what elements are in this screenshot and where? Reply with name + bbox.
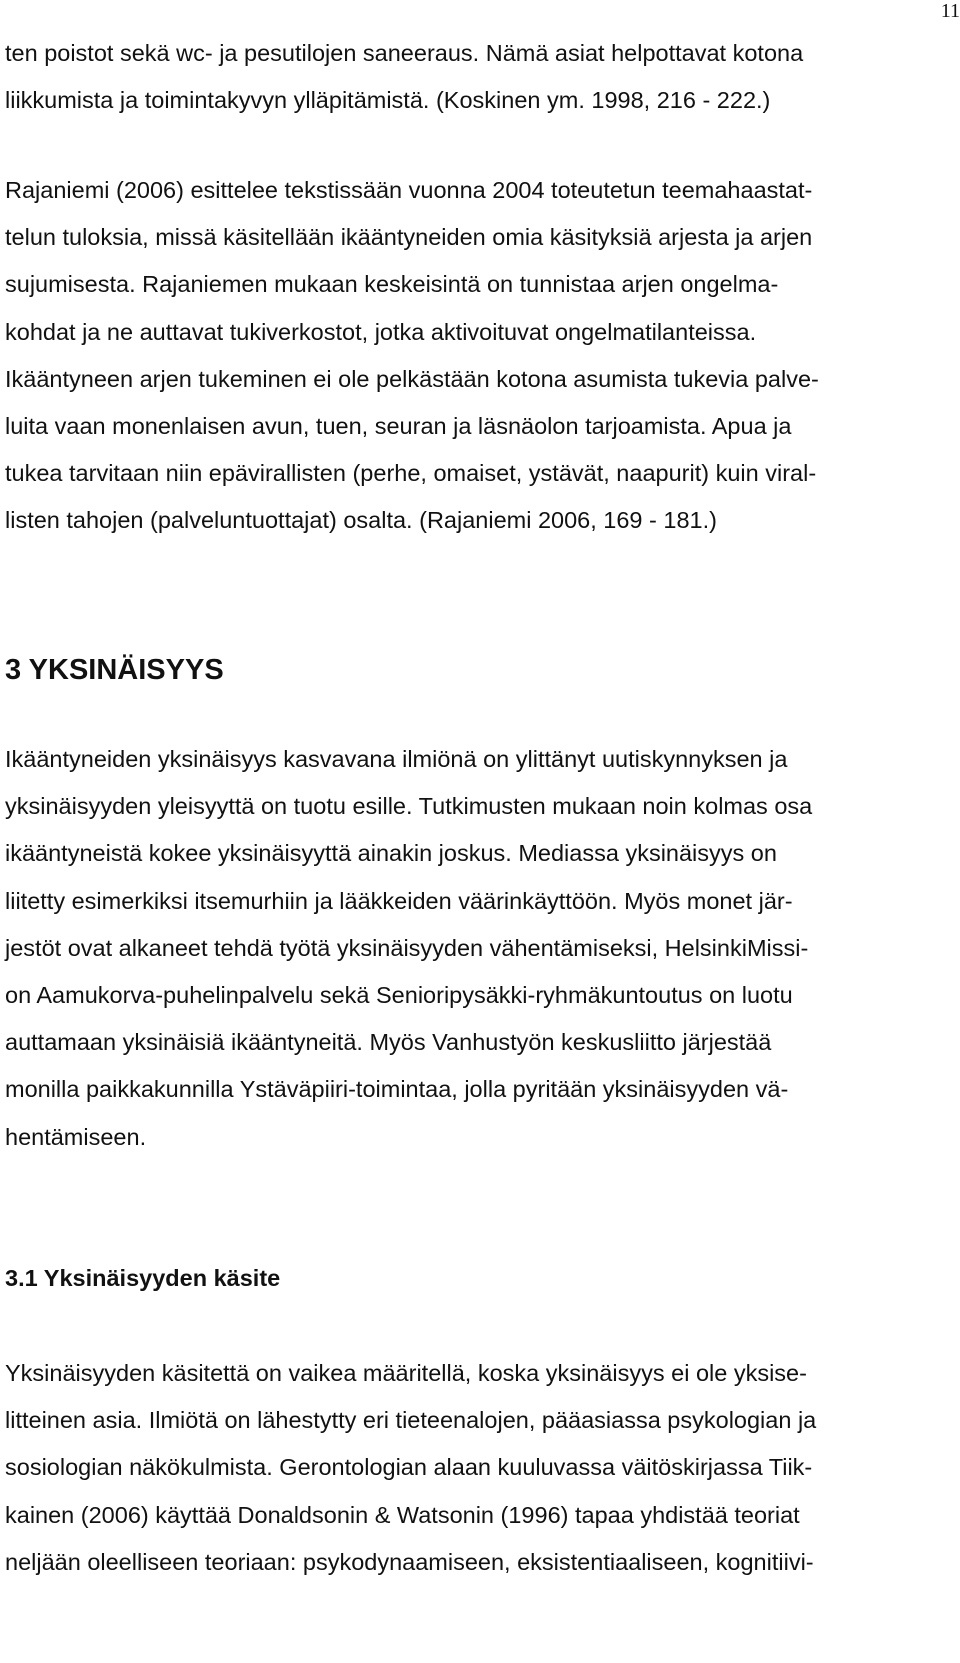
text-line: on Aamukorva-puhelinpalvelu sekä Senioripysäkki-ryhmäkuntoutus on luotu (5, 982, 793, 1009)
text-line: listen tahojen (palveluntuottajat) osalta. (Rajaniemi 2006, 169 - 181.) (5, 507, 717, 534)
text-line: liikkumista ja toimintakyvyn ylläpitämistä. (Koskinen ym. 1998, 216 - 222.) (5, 87, 771, 114)
text-line: tukea tarvitaan niin epävirallisten (perhe, omaiset, ystävät, naapurit) kuin viral- (5, 460, 817, 487)
text-line: ten poistot sekä wc- ja pesutilojen saneeraus. Nämä asiat helpottavat kotona (5, 40, 804, 66)
chapter-heading: 3 YKSINÄISYYS (5, 654, 224, 686)
text-line: kohdat ja ne auttavat tukiverkostot, jotka aktivoituvat ongelmatilanteissa. (5, 318, 757, 345)
text-line: kainen (2006) käyttää Donaldsonin & Watsonin (1996) tapaa yhdistää teoriat (5, 1501, 800, 1528)
paragraph-intro (5, 30, 955, 124)
text-line: auttamaan yksinäisiä ikääntyneitä. Myös Vanhustyön keskusliitto järjestää (5, 1029, 772, 1056)
text-line: Yksinäisyyden käsitettä on vaikea määritellä, koska yksinäisyys ei ole yksise- (5, 1360, 807, 1386)
text-line: telun tuloksia, missä käsitellään ikääntyneiden omia käsityksiä arjesta ja arjen (5, 224, 813, 251)
text-line: litteinen asia. Ilmiötä on lähestytty eri tieteenalojen, pääasiassa psykologian ja (5, 1407, 817, 1434)
page-number: 11 (940, 0, 960, 22)
text-line: hentämiseen. (5, 1123, 147, 1150)
text-line: neljään oleelliseen teoriaan: psykodynaamiseen, eksistentiaaliseen, kognitiivi- (5, 1548, 814, 1575)
paragraph-concept (5, 1350, 955, 1586)
text-line: yksinäisyyden yleisyyttä on tuotu esille. Tutkimusten mukaan noin kolmas osa (5, 793, 813, 820)
text-line: luita vaan monenlaisen avun, tuen, seuran ja läsnäolon tarjoamista. Apua ja (5, 413, 792, 440)
text-line: monilla paikkakunnilla Ystäväpiiri-toimintaa, jolla pyritään yksinäisyyden vä- (5, 1076, 789, 1103)
text-line: Rajaniemi (2006) esittelee tekstissään vuonna 2004 toteutetun teemahaastat- (5, 177, 813, 203)
paragraph-rajaniemi (5, 167, 955, 545)
text-line: sujumisesta. Rajaniemen mukaan keskeisintä on tunnistaa arjen ongelma- (5, 271, 779, 298)
text-line: jestöt ovat alkaneet tehdä työtä yksinäisyyden vähentämiseksi, HelsinkiMissi- (5, 934, 809, 961)
text-line: ikääntyneistä kokee yksinäisyyttä ainakin joskus. Mediassa yksinäisyys on (5, 840, 777, 867)
text-line: Ikääntyneiden yksinäisyys kasvavana ilmiönä on ylittänyt uutiskynnyksen ja (5, 746, 788, 772)
section-heading: 3.1 Yksinäisyyden käsite (5, 1265, 281, 1291)
text-line: sosiologian näkökulmista. Gerontologian alaan kuuluvassa väitöskirjassa Tiik- (5, 1454, 813, 1481)
text-line: liitetty esimerkiksi itsemurhiin ja lääkkeiden väärinkäyttöön. Myös monet jär- (5, 887, 793, 914)
paragraph-loneliness (5, 736, 955, 1161)
text-line: Ikääntyneen arjen tukeminen ei ole pelkästään kotona asumista tukevia palve- (5, 365, 819, 392)
